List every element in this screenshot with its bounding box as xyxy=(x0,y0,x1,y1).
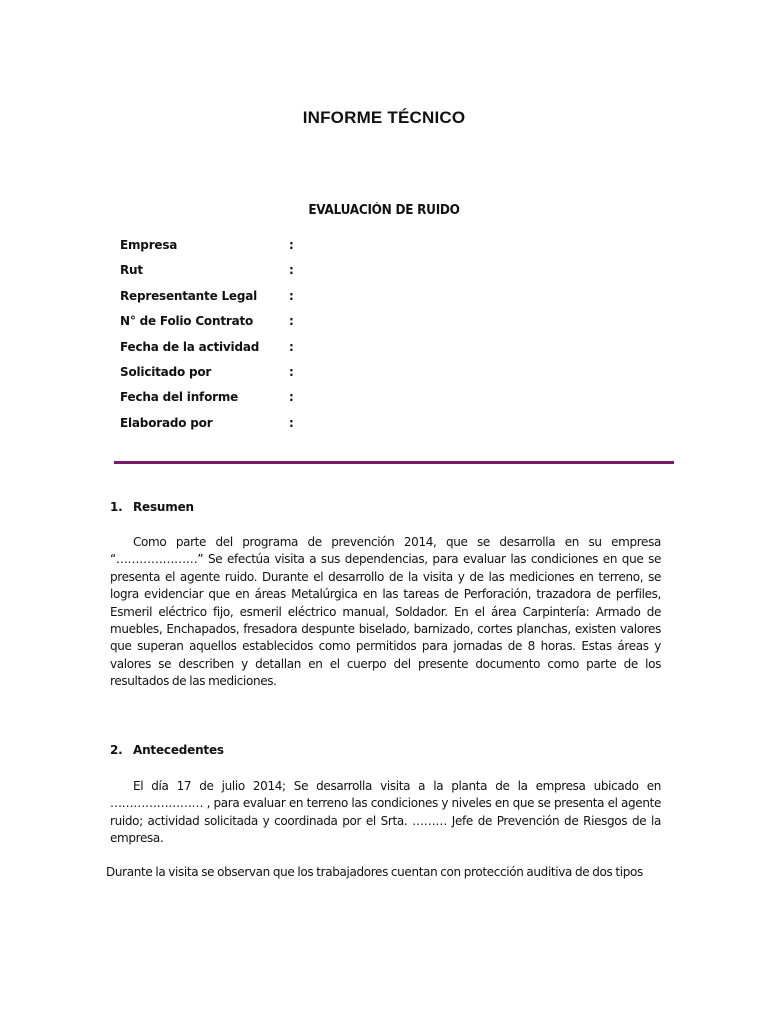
resumen-paragraph: Como parte del programa de prevención 2014, que se desarrolla en su empresa “…………………” Se efectúa visita a sus dependencias, para evaluar las condiciones en que se presenta el agente ruido. Durante el desarrollo de la visita y de las mediciones en terreno, se logra evidenciar que en áreas Metalúrgica en las tareas de Perforación, trazadora de perfiles, Esmeril eléctrico fijo, esmeril eléctrico manual, Soldador. En el área Carpintería: Armado de muebles, Enchapados, fresadora despunte biselado, barnizado, cortes planchas, existen valores que superan aquellos establecidos como permitidos para jornadas de 8 horas. Estas áreas y valores se describen y detallan en el cuerpo del presente documento como parte de los resultados de las mediciones. xyxy=(110,535,661,689)
section-heading-antecedentes xyxy=(110,743,224,757)
field-label: Empresa xyxy=(120,238,178,252)
field-separator: : xyxy=(289,288,294,303)
section-number: 2. xyxy=(110,743,123,757)
field-separator: : xyxy=(289,339,294,354)
field-label: Rut xyxy=(120,263,143,278)
document-subtitle: EVALUACIÓN DE RUIDO xyxy=(308,203,460,218)
field-label: Fecha de la actividad xyxy=(120,339,260,354)
field-label: Elaborado por xyxy=(120,415,213,430)
section-title: Antecedentes xyxy=(133,743,224,757)
document-title: INFORME TÉCNICO xyxy=(302,108,466,127)
field-separator: : xyxy=(289,263,294,278)
field-separator: : xyxy=(289,415,294,430)
antecedentes-paragraph-2: Durante la visita se observan que los trabajadores cuentan con protección auditiva de dos tipos xyxy=(106,865,643,879)
field-label: Solicitado por xyxy=(120,364,212,379)
field-separator: : xyxy=(289,364,294,379)
field-label: Representante Legal xyxy=(120,288,258,303)
section-heading-resumen xyxy=(110,500,194,514)
field-separator: : xyxy=(289,390,294,405)
section-divider xyxy=(114,461,674,464)
field-separator: : xyxy=(289,314,294,329)
antecedentes-paragraph: El día 17 de julio 2014; Se desarrolla visita a la planta de la empresa ubicado en …………………… , para evaluar en terreno las condiciones y niveles en que se presenta el agente ruido; actividad solicitada y coordinada por el Srta. ……… Jefe de Prevención de Riesgos de la empresa. xyxy=(110,779,661,846)
section-number: 1. xyxy=(110,500,123,514)
field-label: N° de Folio Contrato xyxy=(120,314,254,329)
section-title: Resumen xyxy=(133,500,194,514)
field-label: Fecha del informe xyxy=(120,390,239,405)
field-separator: : xyxy=(289,238,294,252)
